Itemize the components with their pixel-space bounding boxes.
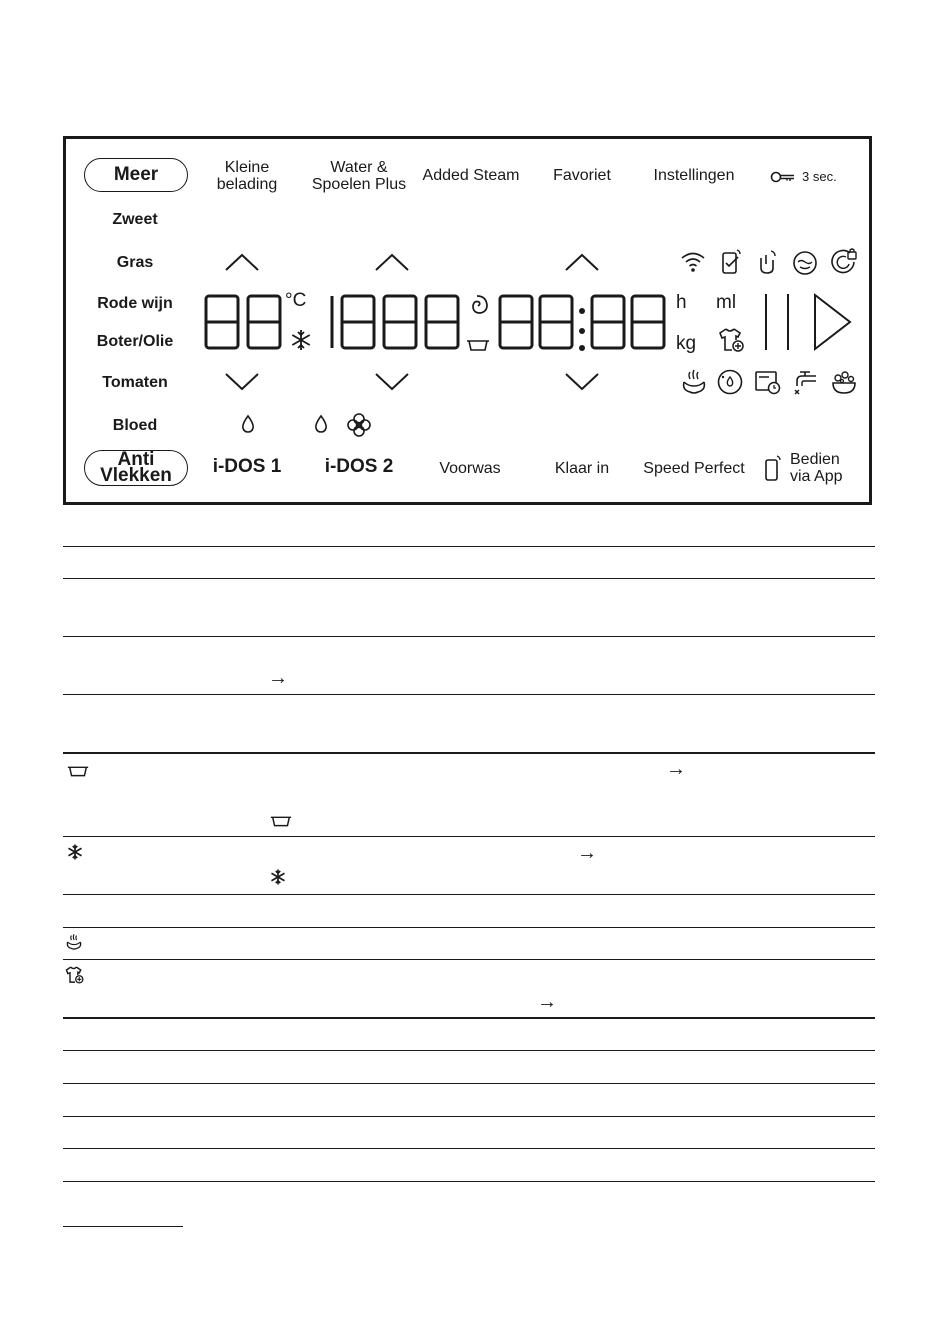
shirt-plus-icon [65,965,85,985]
added-steam-button[interactable]: Added Steam [422,167,520,184]
stain-gras[interactable]: Gras [116,254,154,271]
key-icon [770,170,796,184]
table-arrow: → [268,667,288,689]
idos1-button[interactable]: i-DOS 1 [212,456,282,477]
tap-icon [792,368,820,396]
prewash-tray-icon [269,814,293,828]
timer-icon [754,368,782,396]
celsius-label: °C [285,290,307,311]
lock-button[interactable] [770,168,842,186]
temp-up-chevron-icon[interactable] [224,252,260,272]
table-rule [63,636,875,637]
pause-icon[interactable] [762,292,792,352]
stain-boter-olie[interactable]: Boter/Olie [96,333,174,350]
stain-rode-wijn[interactable]: Rode wijn [97,295,173,312]
table-rule [63,1148,875,1149]
anti-vlekken-button[interactable] [84,450,188,486]
unit-kg-label: kg [676,333,697,354]
spin-down-chevron-icon[interactable] [374,372,410,392]
water-spoelen-button[interactable] [304,159,414,193]
time-up-chevron-icon[interactable] [564,252,600,272]
table-rule [63,1083,875,1084]
kleine-belading-line2: belading [216,176,278,193]
favoriet-button[interactable]: Favoriet [553,167,611,184]
instellingen-button[interactable]: Instellingen [653,167,735,184]
table-rule [63,894,875,895]
snowflake-icon [269,868,287,886]
stain-zweet[interactable]: Zweet [112,211,158,228]
table-rule [63,836,875,837]
drum-icon [792,250,818,276]
bedien-app-line2: via App [790,468,843,485]
table-rule [63,578,875,579]
table-rule [63,694,875,695]
table-rule [63,1181,875,1182]
anti-vlekken-line1: Anti [117,449,155,470]
shirt-plus-icon [718,326,746,354]
spin-display [328,294,464,352]
prewash-tray-icon [66,764,90,778]
wifi-icon [680,250,706,274]
kleine-belading-button[interactable] [197,159,297,193]
idos2-button[interactable]: i-DOS 2 [324,456,394,477]
bedien-app-button[interactable] [764,451,854,487]
stain-bloed[interactable]: Bloed [112,417,158,434]
footnote-rule [63,1226,183,1227]
snowflake-icon [66,843,84,861]
spiral-icon [466,294,490,318]
drop-icon [240,414,256,434]
table-rule [63,959,875,960]
bedien-app-line1: Bedien [790,451,840,468]
phone-icon [764,455,782,483]
control-panel [63,136,872,505]
table-rule [63,546,875,547]
child-lock-icon [830,248,858,276]
temperature-display [204,294,286,352]
klaar-in-button[interactable]: Klaar in [554,460,610,477]
prewash-tray-icon [465,338,491,352]
table-arrow: → [537,991,557,1013]
table-rule [63,1017,875,1019]
hand-icon [756,248,780,276]
steam-icon [680,368,708,396]
table-arrow: → [577,842,597,864]
time-down-chevron-icon[interactable] [564,372,600,392]
stain-tomaten[interactable]: Tomaten [102,374,168,391]
steam-icon [65,933,83,951]
flower-icon [346,412,372,438]
unit-ml-label: ml [716,292,737,313]
table-rule [63,752,875,754]
unit-h-label: h [676,292,687,313]
table-rule [63,927,875,928]
water-spoelen-line2: Spoelen Plus [311,176,407,193]
drum-clean-icon [716,368,744,396]
play-icon[interactable] [812,292,854,352]
phone-check-icon [720,248,744,276]
snowflake-icon [289,328,313,352]
time-display [498,294,668,352]
kleine-belading-line1: Kleine [224,159,270,176]
foam-icon [830,368,858,396]
voorwas-button[interactable]: Voorwas [439,460,501,477]
spin-up-chevron-icon[interactable] [374,252,410,272]
bedien-app-label [790,451,842,485]
table-arrow: → [666,758,686,780]
water-spoelen-line1: Water & [330,159,388,176]
table-rule [63,1050,875,1051]
drop-icon-2 [313,414,329,434]
table-rule [63,1116,875,1117]
lock-time-label: 3 sec. [802,169,837,184]
meer-button[interactable]: Meer [84,158,188,192]
temp-down-chevron-icon[interactable] [224,372,260,392]
speed-perfect-button[interactable]: Speed Perfect [643,460,745,477]
anti-vlekken-line2: Vlekken [100,465,172,486]
